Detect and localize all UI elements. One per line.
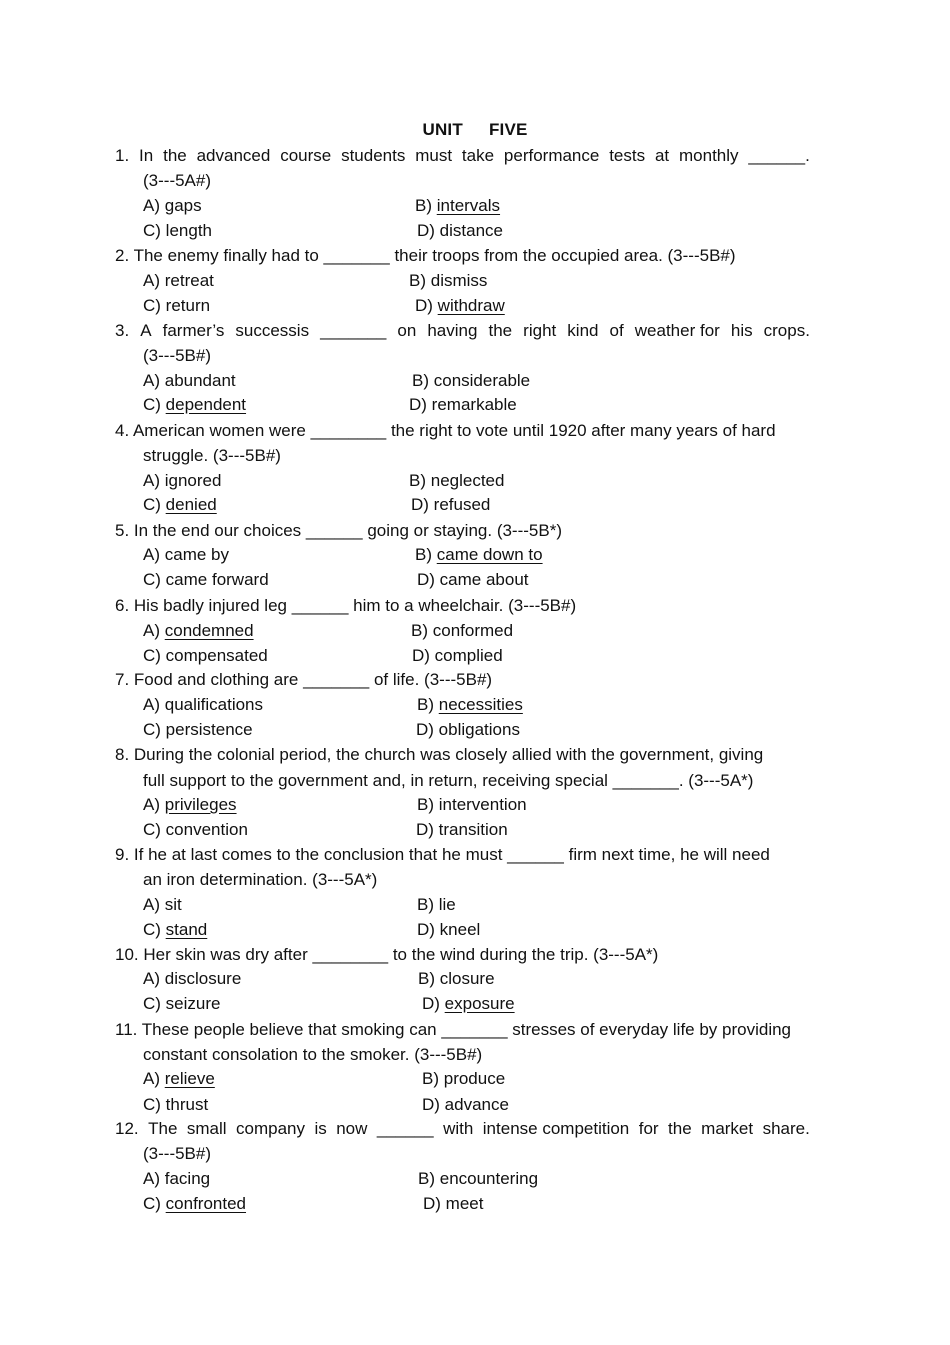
question-3-stem [115, 320, 810, 342]
question-12-word: is [314, 1119, 327, 1138]
question-1-option-d [417, 220, 503, 242]
option-letter: C) [143, 495, 166, 514]
question-12-option-c [143, 1193, 246, 1215]
question-11-option-b [422, 1068, 505, 1090]
question-12-word: now [336, 1119, 368, 1138]
question-1-option-a [143, 195, 202, 217]
question-1-word: at [654, 146, 670, 165]
option-text: compensated [165, 646, 268, 665]
question-12-word: company [236, 1119, 305, 1138]
question-3-word: A [140, 321, 152, 340]
option-letter: A) [143, 969, 165, 988]
question-7-option-a [143, 694, 263, 716]
question-3-word: kind [567, 321, 599, 340]
question-3-word: his [730, 321, 753, 340]
option-text-answer: withdraw [437, 296, 505, 315]
question-4-stem: 4. American women were ________ the right to vote until 1920 after many years of hard [115, 421, 776, 440]
question-2-option-d [415, 295, 505, 317]
option-text: disclosure [164, 969, 242, 988]
option-letter: B) [412, 371, 434, 390]
question-2-stem: 2. The enemy finally had to _______ their troops from the occupied area. (3---5B#) [115, 246, 736, 265]
option-text: transition [438, 820, 508, 839]
question-1-word: ______. [748, 146, 810, 165]
option-text: length [165, 221, 212, 240]
question-8-continuation: full support to the government and, in return, receiving special _______. (3---5A*) [143, 771, 754, 790]
option-text: return [165, 296, 211, 315]
question-10-option-c [143, 993, 220, 1015]
option-text: retreat [164, 271, 214, 290]
question-12-word: for [638, 1119, 659, 1138]
option-text: lie [438, 895, 456, 914]
question-12-word: intense competition [482, 1119, 630, 1138]
question-3-word: having [427, 321, 478, 340]
question-3-option-d [409, 394, 517, 416]
question-10-option-a [143, 968, 241, 990]
question-8-option-c [143, 819, 248, 841]
question-12-word: share. [762, 1119, 810, 1138]
option-text: sit [164, 895, 182, 914]
question-3-word: the [488, 321, 513, 340]
option-text-answer: relieve [164, 1069, 215, 1088]
option-letter: C) [143, 221, 166, 240]
question-6-option-b [411, 620, 513, 642]
option-letter: D) [415, 296, 438, 315]
question-3-continuation: (3---5B#) [143, 346, 212, 365]
option-text: thrust [165, 1095, 209, 1114]
option-letter: C) [143, 395, 166, 414]
option-letter: C) [143, 1095, 166, 1114]
option-text: abundant [164, 371, 236, 390]
option-letter: B) [418, 1169, 440, 1188]
option-letter: A) [143, 371, 165, 390]
question-3-word: right [523, 321, 557, 340]
title-word-2: FIVE [488, 120, 528, 139]
option-letter: D) [411, 495, 434, 514]
question-3-word: crops. [763, 321, 810, 340]
option-letter: C) [143, 720, 166, 739]
option-text: remarkable [431, 395, 517, 414]
question-4-option-c [143, 494, 217, 516]
question-2-option-c [143, 295, 210, 317]
option-letter: A) [143, 471, 165, 490]
option-letter: A) [143, 795, 165, 814]
option-letter: B) [409, 271, 431, 290]
option-letter: D) [417, 570, 440, 589]
question-12-option-d [423, 1193, 483, 1215]
option-letter: D) [422, 1095, 445, 1114]
option-letter: B) [415, 196, 437, 215]
option-letter: C) [143, 296, 166, 315]
option-letter: A) [143, 895, 165, 914]
question-12-word: market [701, 1119, 754, 1138]
question-12-continuation: (3---5B#) [143, 1144, 212, 1163]
question-9-option-d [417, 919, 480, 941]
option-letter: A) [143, 545, 165, 564]
option-letter: D) [409, 395, 432, 414]
question-3-word: of [609, 321, 624, 340]
option-text: facing [164, 1169, 211, 1188]
option-letter: B) [417, 795, 439, 814]
option-text-answer: came down to [436, 545, 543, 564]
option-letter: C) [143, 646, 166, 665]
question-10-option-d [422, 993, 515, 1015]
question-1-word: 1. [115, 146, 130, 165]
question-9-continuation: an iron determination. (3---5A*) [143, 870, 378, 889]
question-3-word: on [397, 321, 417, 340]
option-text: conformed [432, 621, 514, 640]
option-letter: D) [417, 920, 440, 939]
question-1-word: students [341, 146, 406, 165]
option-text-answer: denied [165, 495, 217, 514]
question-1-word: must [415, 146, 453, 165]
option-text: encountering [439, 1169, 539, 1188]
question-3-word: farmer’s [162, 321, 225, 340]
question-5-option-a [143, 544, 229, 566]
question-3-option-c [143, 394, 246, 416]
question-1-stem [115, 145, 810, 167]
option-text-answer: necessities [438, 695, 523, 714]
option-text: qualifications [164, 695, 264, 714]
option-letter: C) [143, 1194, 166, 1213]
question-12-option-b [418, 1168, 538, 1190]
option-text: came forward [165, 570, 269, 589]
option-letter: B) [417, 695, 439, 714]
question-1-word: performance [503, 146, 600, 165]
question-5-option-c [143, 569, 269, 591]
question-1-option-c [143, 220, 212, 242]
option-text-answer: intervals [436, 196, 501, 215]
option-letter: B) [415, 545, 437, 564]
question-12-option-a [143, 1168, 210, 1190]
option-text-answer: stand [165, 920, 208, 939]
option-text-answer: condemned [164, 621, 254, 640]
question-8-option-a [143, 794, 237, 816]
question-11-option-c [143, 1094, 208, 1116]
question-4-continuation: struggle. (3---5B#) [143, 446, 281, 465]
question-12-stem [115, 1118, 810, 1140]
question-12-word: 12. [115, 1119, 139, 1138]
question-3-word: weather for [634, 321, 720, 340]
option-letter: A) [143, 196, 165, 215]
option-text: ignored [164, 471, 222, 490]
option-text-answer: dependent [165, 395, 247, 414]
question-3-word: successis [235, 321, 310, 340]
option-text: considerable [433, 371, 531, 390]
question-11-stem: 11. These people believe that smoking can _______ stresses of everyday life by providing [115, 1020, 792, 1039]
question-1-word: the [163, 146, 187, 165]
question-9-stem: 9. If he at last comes to the conclusion that he must ______ firm next time, he will need [115, 845, 770, 864]
question-12-word: ______ [376, 1119, 434, 1138]
option-text: dismiss [430, 271, 488, 290]
question-4-option-a [143, 470, 221, 492]
question-7-option-d [416, 719, 520, 741]
option-text: persistence [165, 720, 253, 739]
question-3-option-b [412, 370, 530, 392]
question-10-option-b [418, 968, 495, 990]
question-5-option-d [417, 569, 529, 591]
option-text: intervention [438, 795, 527, 814]
option-letter: A) [143, 1169, 165, 1188]
question-6-stem: 6. His badly injured leg ______ him to a wheelchair. (3---5B#) [115, 596, 577, 615]
question-1-word: take [461, 146, 495, 165]
question-11-option-a [143, 1068, 215, 1090]
question-12-word: the [668, 1119, 692, 1138]
question-1-word: In [139, 146, 154, 165]
option-text: obligations [438, 720, 520, 739]
option-text: closure [439, 969, 495, 988]
question-1-option-b [415, 195, 500, 217]
option-text: complied [434, 646, 503, 665]
option-letter: A) [143, 1069, 165, 1088]
option-letter: C) [143, 820, 166, 839]
question-1-word: course [280, 146, 332, 165]
question-8-option-d [416, 819, 508, 841]
option-text: seizure [165, 994, 221, 1013]
option-letter: A) [143, 271, 165, 290]
question-11-continuation: constant consolation to the smoker. (3---5B#) [143, 1045, 483, 1064]
option-text: distance [439, 221, 503, 240]
option-letter: B) [418, 969, 440, 988]
question-6-option-a [143, 620, 254, 642]
question-3-word: _______ [320, 321, 387, 340]
question-1-continuation: (3---5A#) [143, 171, 212, 190]
unit-title [0, 120, 950, 140]
question-10-stem: 10. Her skin was dry after ________ to the wind during the trip. (3---5A*) [115, 945, 659, 964]
option-letter: D) [423, 1194, 446, 1213]
option-letter: B) [422, 1069, 444, 1088]
option-letter: D) [416, 720, 439, 739]
question-4-option-b [409, 470, 504, 492]
question-2-option-a [143, 270, 214, 292]
title-word-1: UNIT [422, 120, 463, 139]
option-text: produce [443, 1069, 506, 1088]
option-letter: A) [143, 621, 165, 640]
question-8-option-b [417, 794, 527, 816]
question-5-stem: 5. In the end our choices ______ going or staying. (3---5B*) [115, 521, 562, 540]
question-7-stem: 7. Food and clothing are _______ of life. (3---5B#) [115, 670, 493, 689]
question-2-option-b [409, 270, 487, 292]
option-text: refused [433, 495, 491, 514]
option-letter: B) [411, 621, 433, 640]
question-1-word: monthly [679, 146, 739, 165]
question-3-word: 3. [115, 321, 130, 340]
question-12-word: The [148, 1119, 178, 1138]
question-9-option-c [143, 919, 207, 941]
option-letter: A) [143, 695, 165, 714]
option-text: came by [164, 545, 229, 564]
option-text: neglected [430, 471, 505, 490]
option-letter: C) [143, 570, 166, 589]
option-text-answer: confronted [165, 1194, 247, 1213]
option-text: convention [165, 820, 248, 839]
option-text: gaps [164, 196, 202, 215]
option-letter: D) [416, 820, 439, 839]
option-text: came about [439, 570, 529, 589]
option-letter: C) [143, 994, 166, 1013]
question-11-option-d [422, 1094, 509, 1116]
option-text: meet [445, 1194, 484, 1213]
question-8-stem: 8. During the colonial period, the church was closely allied with the government, giving [115, 745, 764, 764]
question-7-option-b [417, 694, 523, 716]
question-12-word: with [443, 1119, 474, 1138]
option-letter: D) [412, 646, 435, 665]
question-6-option-c [143, 645, 268, 667]
option-letter: D) [417, 221, 440, 240]
question-3-option-a [143, 370, 236, 392]
question-12-word: small [186, 1119, 227, 1138]
option-text-answer: privileges [164, 795, 237, 814]
option-letter: B) [409, 471, 431, 490]
question-6-option-d [412, 645, 503, 667]
option-text: advance [444, 1095, 509, 1114]
question-9-option-a [143, 894, 182, 916]
question-9-option-b [417, 894, 456, 916]
option-text-answer: exposure [444, 994, 515, 1013]
option-letter: D) [422, 994, 445, 1013]
option-letter: C) [143, 920, 166, 939]
question-1-word: tests [609, 146, 646, 165]
question-1-word: advanced [196, 146, 271, 165]
question-5-option-b [415, 544, 543, 566]
question-4-option-d [411, 494, 490, 516]
question-7-option-c [143, 719, 253, 741]
option-text: kneel [439, 920, 481, 939]
option-letter: B) [417, 895, 439, 914]
